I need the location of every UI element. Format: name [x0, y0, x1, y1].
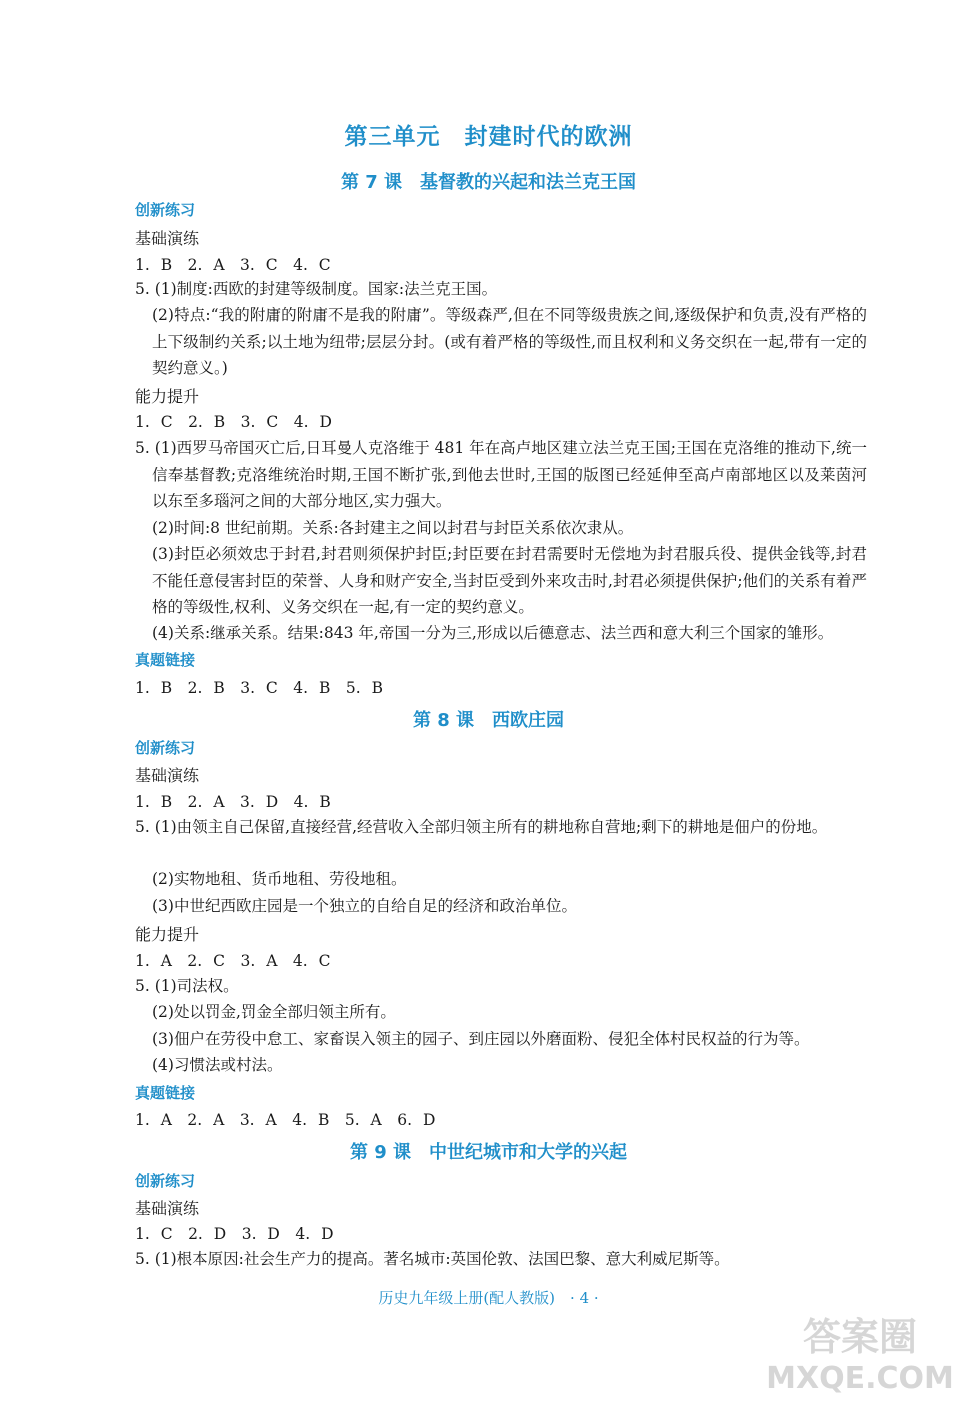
answer-item [135, 999, 867, 1026]
basic-answers: 1. B 2. A 3. D 4. B [135, 793, 331, 811]
answer-text: (3)封臣必须效忠于封君,封君则须保护封臣;封臣要在封君需要时无偿地为封君服兵役、提供金钱等,封君不能任意侵害封臣的荣誉、人身和财产安全,当封臣受到外来攻击时,封君必须提供保护;他们的关系有着严格的等级性,权利、义务交织在一起,有一定的契约意义。 [152, 545, 867, 616]
answer-text: 5. (1)制度:西欧的封建等级制度。国家:法兰克王国。 [135, 280, 498, 298]
improve-answers: 1. A 2. C 3. A 4. C [135, 952, 331, 970]
subsection-improve: 能力提升 [135, 387, 200, 406]
watermark-logo [755, 1310, 965, 1395]
unit-title: 第三单元 封建时代的欧洲 [344, 124, 633, 150]
answer-item [135, 515, 867, 542]
answer-text: 5. (1)司法权。 [135, 977, 239, 995]
section-innovation-practice: 创新练习 [135, 739, 196, 757]
answer-text: (3)中世纪西欧庄园是一个独立的自给自足的经济和政治单位。 [152, 897, 577, 915]
subsection-basic: 基础演练 [135, 766, 200, 785]
real-exam-answers: 1. A 2. A 3. A 4. B 5. A 6. D [135, 1111, 436, 1129]
subsection-basic: 基础演练 [135, 229, 200, 248]
real-exam-answers: 1. B 2. B 3. C 4. B 5. B [135, 679, 383, 697]
answer-text: (2)特点:“我的附庸的附庸不是我的附庸”。等级森严,但在不同等级贵族之间,逐级保护和负责,没有严格的上下级制约关系;以土地为纽带;层层分封。(或有着严格的等级性,而且权利和义务交织在一起,带有一定的契约意义。) [152, 306, 867, 377]
answer-item [135, 620, 867, 647]
improve-answers: 1. C 2. B 3. C 4. D [135, 413, 332, 431]
answer-item [135, 276, 867, 303]
lesson-8-title: 第 8 课 西欧庄园 [412, 710, 565, 731]
answer-text: 5. (1)根本原因:社会生产力的提高。著名城市:英国伦敦、法国巴黎、意大利威尼斯等。 [135, 1250, 730, 1268]
answer-item [135, 866, 867, 893]
answer-item [135, 893, 867, 920]
answer-text: (2)处以罚金,罚金全部归领主所有。 [152, 1003, 396, 1021]
basic-answers: 1. C 2. D 3. D 4. D [135, 1225, 334, 1243]
answer-text: (2)时间:8 世纪前期。关系:各封建主之间以封君与封臣关系依次隶从。 [152, 519, 634, 537]
section-innovation-practice: 创新练习 [135, 1172, 196, 1190]
answer-item [135, 541, 867, 621]
section-innovation-practice: 创新练习 [135, 201, 196, 219]
lesson-9-title: 第 9 课 中世纪城市和大学的兴起 [349, 1142, 628, 1163]
answer-text: 5. (1)西罗马帝国灭亡后,日耳曼人克洛维于 481 年在高卢地区建立法兰克王国;王国在克洛维的推动下,统一信奉基督教;克洛维统治时期,王国不断扩张,到他去世时,王国的版图已经延伸至高卢南部地区以及莱茵河以东至多瑙河之间的大部分地区,实力强大。 [135, 439, 867, 510]
watermark-line2: MXQE.COM [766, 1361, 954, 1395]
answer-item [135, 1246, 867, 1273]
answer-text: (4)习惯法或村法。 [152, 1056, 283, 1074]
answer-text: (2)实物地租、货币地租、劳役地租。 [152, 870, 407, 888]
answer-item [135, 1052, 867, 1079]
answer-item [135, 814, 867, 841]
section-real-exam: 真题链接 [135, 651, 196, 669]
answer-text: (4)关系:继承关系。结果:843 年,帝国一分为三,形成以后德意志、法兰西和意大利三个国家的雏形。 [152, 624, 834, 642]
basic-answers: 1. B 2. A 3. C 4. C [135, 256, 331, 274]
answer-text: (3)佃户在劳役中怠工、家畜误入领主的园子、到庄园以外磨面粉、侵犯全体村民权益的行为等。 [152, 1030, 810, 1048]
subsection-improve: 能力提升 [135, 925, 200, 944]
page-footer: 历史九年级上册(配人教版) · 4 · [378, 1289, 599, 1307]
answer-item [135, 302, 867, 382]
answer-item [135, 1026, 867, 1053]
answer-item [135, 435, 867, 515]
watermark-line1: 答案圈 [802, 1315, 918, 1359]
subsection-basic: 基础演练 [135, 1199, 200, 1218]
answer-item [135, 973, 867, 1000]
answer-text: 5. (1)由领主自己保留,直接经营,经营收入全部归领主所有的耕地称自营地;剩下的耕地是佃户的份地。 [135, 818, 828, 836]
lesson-7-title: 第 7 课 基督教的兴起和法兰克王国 [340, 172, 637, 193]
section-real-exam: 真题链接 [135, 1084, 196, 1102]
